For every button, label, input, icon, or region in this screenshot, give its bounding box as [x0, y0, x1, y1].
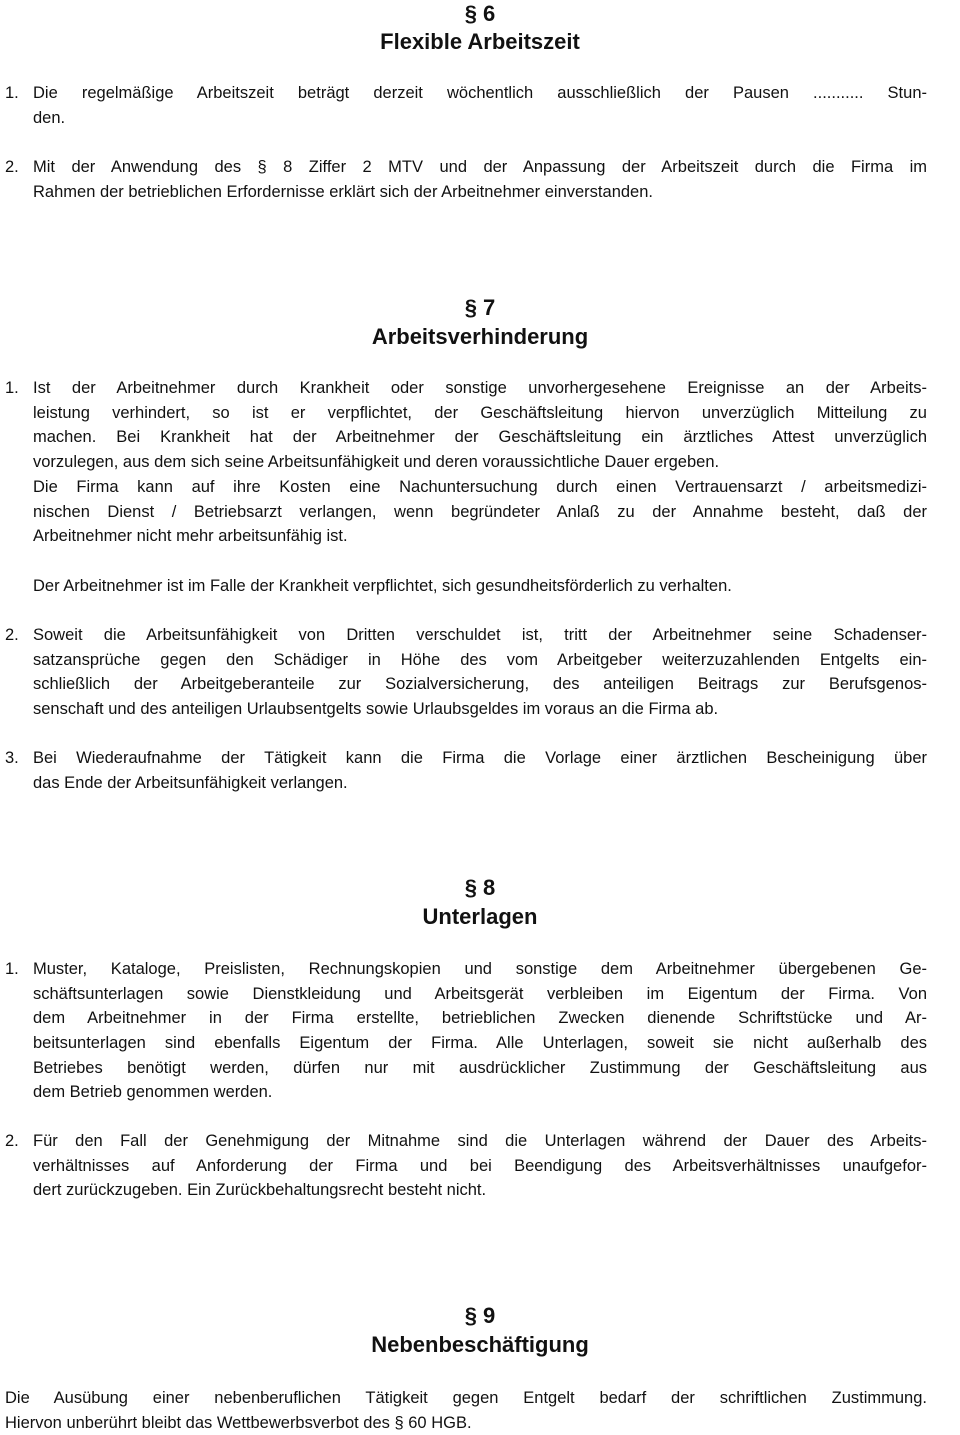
- line-text: schäftsunterlagen sowie Dienstkleidung und Arbeitsgerät verbleiben im Eigentum der Firma. Von: [33, 984, 927, 1003]
- text-line: [0, 1386, 960, 1411]
- line-text: Betriebes benötigt werden, dürfen nur mit ausdrücklicher Zustimmung der Geschäftsleitung aus: [33, 1058, 927, 1077]
- paragraph: [0, 1386, 960, 1435]
- section-7-sign: § 7: [464, 295, 496, 320]
- text-line: [0, 623, 960, 648]
- section-7-title: Arbeitsverhinderung: [371, 324, 589, 349]
- text-line: [0, 1056, 960, 1081]
- line-text: Mit der Anwendung des § 8 Ziffer 2 MTV und der Anpassung der Arbeitszeit durch die Firma im: [33, 158, 927, 176]
- line-text: das Ende der Arbeitsunfähigkeit verlangen.: [33, 773, 348, 792]
- line-text: beitsunterlagen sind ebenfalls Eigentum der Firma. Alle Unterlagen, soweit sie nicht außerhalb des: [33, 1034, 927, 1053]
- section-8-sign: § 8: [464, 875, 496, 900]
- item-number: 1.: [5, 379, 19, 397]
- section-6-sign: § 6: [464, 1, 496, 26]
- text-line: [0, 106, 960, 131]
- item-number: 2.: [5, 1132, 19, 1150]
- text-line: [0, 574, 960, 599]
- text-line: [0, 524, 960, 549]
- text-line: [0, 771, 960, 796]
- text-line: [0, 1411, 960, 1435]
- text-line: [0, 1006, 960, 1031]
- line-text: satzansprüche gegen den Schädiger in Höhe des vom Arbeitgeber weiterzuzahlenden Entgelts ein-: [33, 650, 927, 669]
- line-text: verhältnisses auf Anforderung der Firma und bei Beendigung des Arbeitsverhältnisses unaufgefor-: [33, 1156, 927, 1175]
- line-text: Die Firma kann auf ihre Kosten eine Nachuntersuchung durch einen Vertrauensarzt / arbeitsmedizi-: [33, 478, 927, 496]
- line-text: Hiervon unberührt bleibt das Wettbewerbsverbot des § 60 HGB.: [5, 1413, 472, 1432]
- text-line: [0, 982, 960, 1007]
- line-text: Bei Wiederaufnahme der Tätigkeit kann die Firma die Vorlage einer ärztlichen Bescheinigung über: [33, 749, 927, 767]
- text-line: [0, 1129, 960, 1154]
- item-number: 3.: [5, 749, 19, 767]
- line-text: Der Arbeitnehmer ist im Falle der Krankheit verpflichtet, sich gesundheitsförderlich zu verhalten.: [33, 577, 732, 595]
- line-text: dert zurückzugeben. Ein Zurückbehaltungsrecht besteht nicht.: [33, 1181, 487, 1200]
- text-line: [0, 500, 960, 525]
- paragraph: [0, 81, 960, 130]
- item-number: 2.: [5, 626, 19, 644]
- line-text: Rahmen der betrieblichen Erfordernisse erklärt sich der Arbeitnehmer einverstanden.: [33, 182, 653, 201]
- line-text: vorzulegen, aus dem sich seine Arbeitsunfähigkeit und deren voraussichtliche Dauer ergeben.: [33, 453, 720, 472]
- section-9-title: Nebenbeschäftigung: [371, 1332, 589, 1357]
- paragraph: [0, 957, 960, 1105]
- line-text: nischen Dienst / Betriebsarzt verlangen, wenn begründeter Anlaß zu der Annahme besteht, daß der: [33, 502, 927, 521]
- section-9-sign: § 9: [464, 1303, 496, 1328]
- section-8-title: Unterlagen: [422, 904, 538, 929]
- paragraph: [0, 1129, 960, 1203]
- paragraph: [0, 574, 960, 599]
- line-text: Die Ausübung einer nebenberuflichen Tätigkeit gegen Entgelt bedarf der schriftlichen Zustimmung.: [5, 1389, 927, 1407]
- line-text: machen. Bei Krankheit hat der Arbeitnehmer der Geschäftsleitung ein ärztliches Attest unverzüglich: [33, 428, 927, 447]
- text-line: [0, 672, 960, 697]
- line-text: dem Arbeitnehmer in der Firma erstellte, betrieblichen Zwecken dienende Schriftstücke und Ar-: [33, 1009, 927, 1028]
- paragraph: [0, 155, 960, 204]
- text-line: [0, 957, 960, 982]
- line-text: leistung verhindert, so ist er verpflichtet, der Geschäftsleitung hiervon unverzüglich Mitteilung zu: [33, 403, 927, 422]
- text-line: [0, 1154, 960, 1179]
- text-line: [0, 401, 960, 426]
- line-text: den.: [33, 108, 66, 127]
- line-text: Für den Fall der Genehmigung der Mitnahme sind die Unterlagen während der Dauer des Arbeits-: [33, 1132, 927, 1150]
- line-text: schließlich der Arbeitgeberanteile zur Sozialversicherung, des anteiligen Beitrags zur Berufsgenos-: [33, 675, 927, 694]
- text-line: [0, 746, 960, 771]
- text-line: [0, 1080, 960, 1105]
- item-number: 1.: [5, 84, 19, 102]
- text-line: [0, 155, 960, 180]
- item-number: 1.: [5, 960, 19, 978]
- text-line: [0, 475, 960, 500]
- paragraph: [0, 746, 960, 795]
- paragraph: [0, 623, 960, 722]
- text-line: [0, 1031, 960, 1056]
- paragraph: [0, 475, 960, 549]
- line-text: Muster, Kataloge, Preislisten, Rechnungskopien und sonstige dem Arbeitnehmer übergebenen Ge-: [33, 960, 927, 978]
- line-text: Ist der Arbeitnehmer durch Krankheit oder sonstige unvorhergesehene Ereignisse an der Arbeits-: [33, 379, 927, 397]
- line-text: senschaft und des anteiligen Urlaubsentgelts sowie Urlaubsgeldes im voraus an die Firma ab.: [33, 700, 719, 719]
- text-line: [0, 697, 960, 722]
- text-line: [0, 180, 960, 205]
- line-text: dem Betrieb genommen werden.: [33, 1083, 273, 1102]
- text-line: [0, 450, 960, 475]
- text-line: [0, 81, 960, 106]
- text-line: [0, 648, 960, 673]
- text-line: [0, 1178, 960, 1203]
- paragraph: [0, 376, 960, 475]
- section-6-title: Flexible Arbeitszeit: [380, 29, 580, 54]
- line-text: Soweit die Arbeitsunfähigkeit von Dritten verschuldet ist, tritt der Arbeitnehmer seine Schadenser-: [33, 626, 927, 644]
- text-line: [0, 376, 960, 401]
- item-number: 2.: [5, 158, 19, 176]
- text-line: [0, 425, 960, 450]
- line-text: Arbeitnehmer nicht mehr arbeitsunfähig ist.: [33, 527, 348, 546]
- line-text: Die regelmäßige Arbeitszeit beträgt derzeit wöchentlich ausschließlich der Pausen ........... Stun-: [33, 84, 927, 102]
